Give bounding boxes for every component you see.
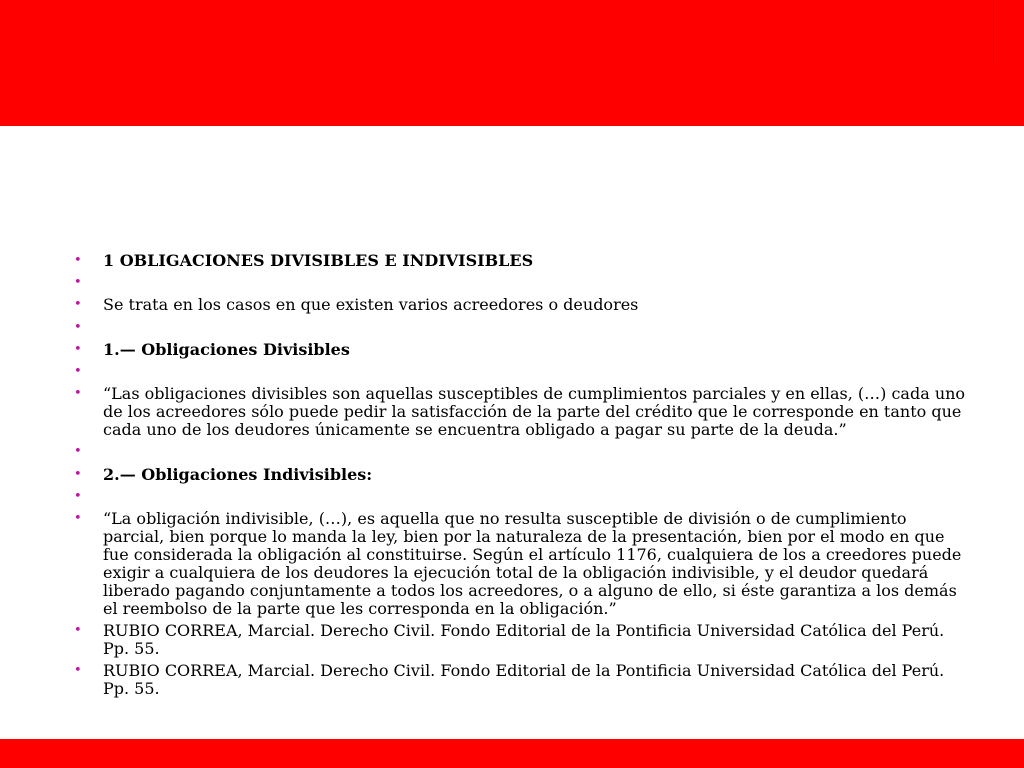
bullet-icon: • (74, 510, 82, 526)
list-item (72, 252, 972, 270)
list-item (72, 488, 972, 506)
list-item-text: 1.— Obligaciones Divisibles (103, 339, 350, 359)
bullet-icon: • (74, 623, 82, 639)
list-item-text: RUBIO CORREA, Marcial. Derecho Civil. Fondo Editorial de la Pontificia Universidad Católica del Perú. Pp. 55. (103, 661, 945, 699)
bullet-icon: • (74, 297, 82, 313)
bullet-icon: • (74, 253, 82, 268)
top-header-band (0, 0, 1024, 126)
slide-body (72, 252, 972, 702)
list-item-text: “La obligación indivisible, (…), es aquella que no resulta susceptible de división o de cumplimiento parcial, bien porque lo manda la ley, bien por la naturaleza de la presentación, bien por el modo en que fue considerada la obligación al constituirse. Según el artículo 1176, cualquiera de los a creedores puede exigir a cualquiera de los deudores la ejecución total de la obligación indivisible, y el deudor quedará liberado pagando conjuntamente a todos los acreedores, o a alguno de ello, si éste garantiza a los demás el reembolso de la parte que les corresponda en la obligación.” (103, 508, 962, 618)
list-item (72, 466, 972, 484)
list-item (72, 296, 972, 314)
list-item (72, 385, 972, 439)
bullet-icon: • (74, 444, 82, 460)
bullet-icon: • (74, 466, 82, 482)
bullet-icon: • (74, 341, 82, 357)
list-item (72, 662, 972, 698)
list-item-text: “Las obligaciones divisibles son aquellas susceptibles de cumplimientos parciales y en ellas, (…) cada uno de los acreedores sólo puede pedir la satisfacción de la parte del crédito que le corresponde en tanto que cada uno de los deudores únicamente se encuentra obligado a pagar su parte de la deuda.” (103, 384, 966, 440)
list-item (72, 319, 972, 337)
bottom-footer-band (0, 739, 1024, 768)
bullet-icon: • (74, 319, 82, 335)
bullet-icon: • (74, 488, 82, 504)
list-item (72, 363, 972, 381)
list-item (72, 510, 972, 618)
list-item (72, 341, 972, 359)
list-item-text: RUBIO CORREA, Marcial. Derecho Civil. Fondo Editorial de la Pontificia Universidad Católica del Perú. Pp. 55. (103, 621, 945, 659)
bullet-icon: • (74, 386, 82, 402)
list-item-text: 2.— Obligaciones Indivisibles: (103, 464, 373, 484)
list-item-text: 1 OBLIGACIONES DIVISIBLES E INDIVISIBLES (103, 251, 534, 270)
list-item (72, 274, 972, 292)
header-divider-line (993, 0, 994, 64)
list-item-text: Se trata en los casos en que existen varios acreedores o deudores (103, 295, 639, 315)
list-item (72, 622, 972, 658)
bullet-icon: • (74, 275, 82, 291)
bullet-list (72, 252, 972, 698)
list-item (72, 443, 972, 461)
bullet-icon: • (74, 663, 82, 679)
bullet-icon: • (74, 363, 82, 379)
